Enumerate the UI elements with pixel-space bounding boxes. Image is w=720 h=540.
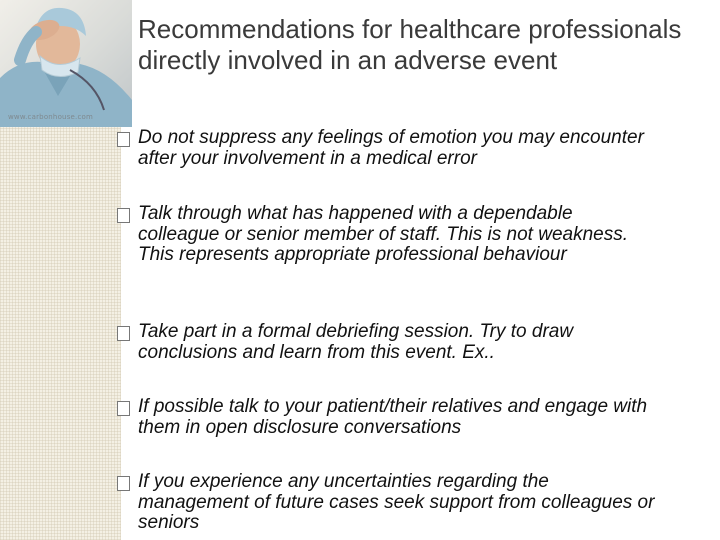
list-item — [117, 397, 707, 438]
photo-watermark: www.carbonhouse.com — [8, 113, 94, 121]
checkbox-bullet-icon — [117, 326, 130, 341]
checkbox-bullet-icon — [117, 208, 130, 223]
checkbox-bullet-icon — [117, 476, 130, 491]
slide-title: Recommendations for healthcare professionals directly involved in an adverse event — [138, 14, 682, 75]
checkbox-bullet-icon — [117, 132, 130, 147]
distressed-surgeon-photo — [0, 0, 132, 127]
bullet-text: Do not suppress any feelings of emotion you may encounter after your involvement in a medical error — [138, 127, 644, 169]
checkbox-bullet-icon — [117, 401, 130, 416]
list-item — [117, 472, 707, 534]
bullet-text: Talk through what has happened with a dependable colleague or senior member of staff. This is not weakness. This represents appropriate professional behaviour — [138, 203, 629, 265]
bullet-text: Take part in a formal debriefing session. Try to draw conclusions and learn from this event. Ex.. — [138, 321, 574, 363]
list-item — [117, 322, 707, 363]
bullet-text: If you experience any uncertainties regarding the management of future cases seek support from colleagues or seniors — [138, 471, 655, 533]
list-item — [117, 204, 707, 266]
bullet-text: If possible talk to your patient/their relatives and engage with them in open disclosure conversations — [138, 396, 648, 438]
list-item — [117, 128, 707, 169]
